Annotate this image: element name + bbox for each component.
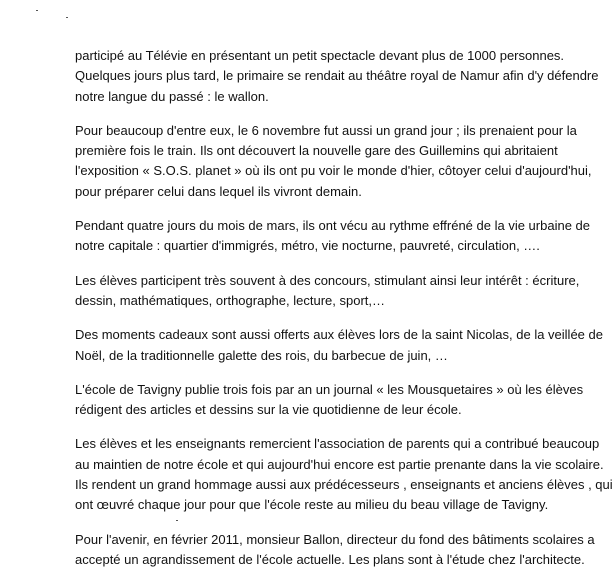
text-line: au maintien de notre école et qui aujourd'hui encore est partie prenante dans la vie scolaire. <box>75 456 604 472</box>
text-line: Pour beaucoup d'entre eux, le 6 novembre fut aussi un grand jour ; ils prenaient pour la <box>75 122 577 138</box>
document-body <box>75 46 613 570</box>
text-line: Pour l'avenir, en février 2011, monsieur Ballon, directeur du fond des bâtiments scolaires a <box>75 531 595 547</box>
paragraph <box>75 271 605 312</box>
paragraph <box>75 434 613 515</box>
paragraph <box>75 325 605 366</box>
scan-speck <box>36 10 38 11</box>
text-line: ont œuvré chaque jour pour que l'école reste au milieu du beau village de Tavigny. <box>75 497 549 513</box>
text-line: Des moments cadeaux sont aussi offerts aux élèves lors de la saint Nicolas, de la veillée de <box>75 327 603 343</box>
text-line: rédigent des articles et dessins sur la vie quotidienne de leur école. <box>75 402 462 418</box>
text-line: pour préparer celui dans lequel ils vivront demain. <box>75 183 362 199</box>
text-line: première fois le train. Ils ont découvert la nouvelle gare des Guillemins qui abritaient <box>75 143 558 159</box>
text-line: Ils rendent un grand hommage aussi aux prédécesseurs , enseignants et anciens élèves , qui <box>75 477 613 493</box>
text-line: participé au Télévie en présentant un petit spectacle devant plus de 1000 personnes. <box>75 48 565 63</box>
text-line: accepté un agrandissement de l'école actuelle. Les plans sont à l'étude chez l'architecte. <box>75 551 585 567</box>
paragraph <box>75 216 605 257</box>
text-line: notre langue du passé : le wallon. <box>75 88 269 104</box>
text-line: L'école de Tavigny publie trois fois par an un journal « les Mousquetaires » où les élèves <box>75 381 584 397</box>
paragraph-spacer <box>75 420 605 434</box>
paragraph <box>75 121 605 202</box>
scan-speck <box>66 17 68 18</box>
paragraph-spacer <box>75 107 605 121</box>
text-line: Quelques jours plus tard, le primaire se rendait au théâtre royal de Namur afin d'y défendre <box>75 68 599 84</box>
paragraph <box>75 380 605 421</box>
text-line: dessin, mathématiques, orthographe, lecture, sport,… <box>75 292 385 308</box>
paragraph <box>75 530 605 570</box>
text-line: Noël, de la traditionnelle galette des rois, du barbecue de juin, … <box>75 347 448 363</box>
paragraph-spacer <box>75 366 605 380</box>
text-line: l'exposition « S.O.S. planet » où ils ont pu voir le monde d'hier, côtoyer celui d'aujourd'hui, <box>75 163 592 179</box>
paragraph-spacer <box>75 311 605 325</box>
text-line: Les élèves participent très souvent à des concours, stimulant ainsi leur intérêt : écriture, <box>75 272 580 288</box>
text-line: notre capitale : quartier d'immigrés, métro, vie nocturne, pauvreté, circulation, …. <box>75 238 540 254</box>
text-line: Les élèves et les enseignants remercient l'association de parents qui a contribué beaucoup <box>75 436 600 452</box>
paragraph <box>75 46 605 107</box>
text-line: Pendant quatre jours du mois de mars, ils ont vécu au rythme effréné de la vie urbaine de <box>75 218 590 234</box>
paragraph-spacer <box>75 257 605 271</box>
paragraph-spacer <box>75 202 605 216</box>
paragraph-spacer <box>75 516 605 530</box>
